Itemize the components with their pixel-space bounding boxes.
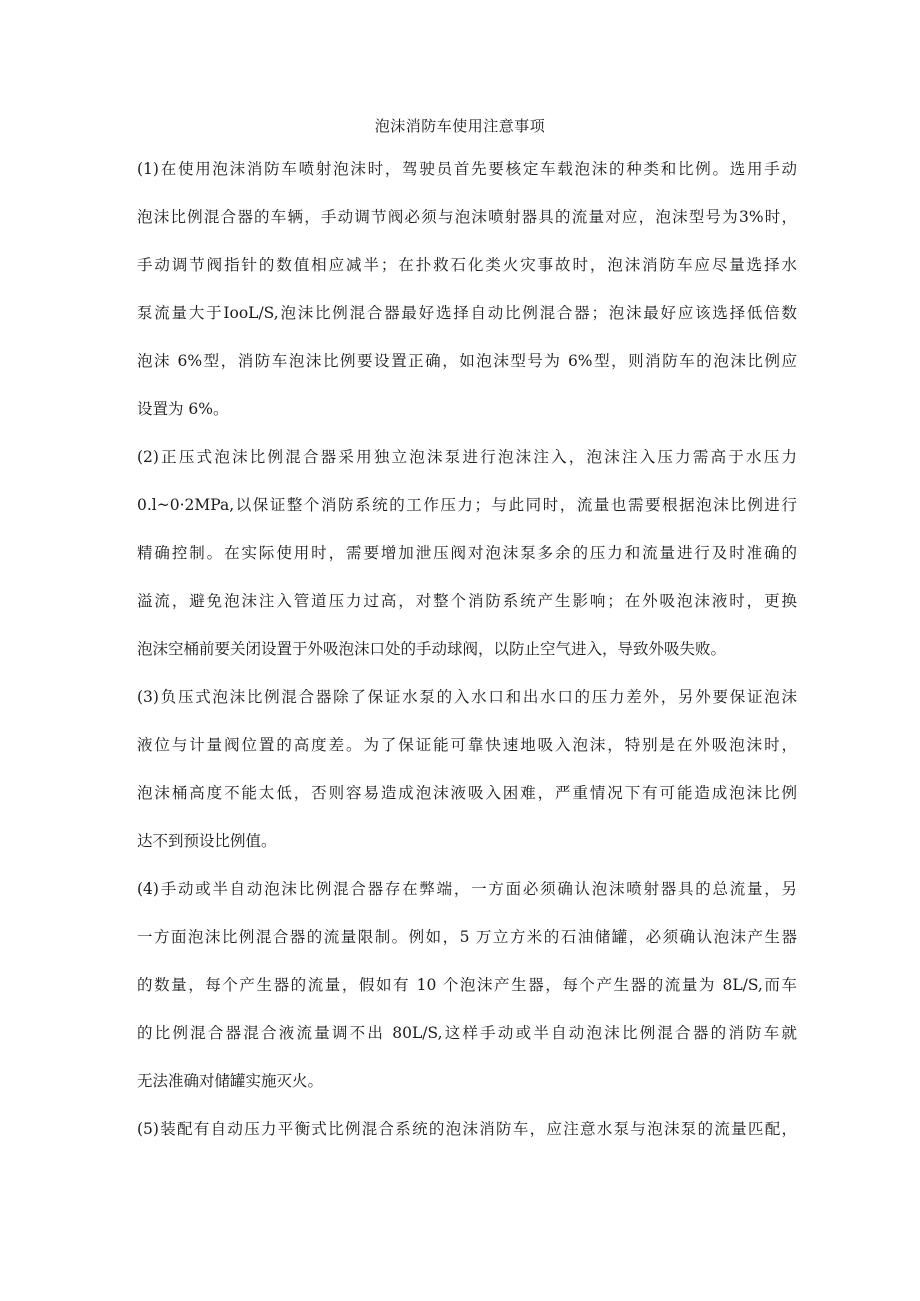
body-line: 泡沫空桶前要关闭设置于外吸泡沫口处的手动球阀，以防止空气进入，导致外吸失败。: [137, 640, 727, 658]
body-line: 的比例混合器混合液流量调不出 80L/S,这样手动或半自动泡沫比例混合器的消防车就: [137, 1024, 797, 1042]
body-line: 精确控制。在实际使用时，需要增加泄压阀对泡沫泵多余的压力和流量进行及时准确的: [137, 544, 797, 562]
body-line: 一方面泡沫比例混合器的流量限制。例如，5 万立方米的石油储罐，必须确认泡沫产生器: [137, 928, 797, 946]
body-line: (1)在使用泡沫消防车喷射泡沫时，驾驶员首先要核定车载泡沫的种类和比例。选用手动: [137, 160, 797, 178]
body-line: 液位与计量阀位置的高度差。为了保证能可靠快速地吸入泡沫，特别是在外吸泡沫时，: [137, 736, 797, 754]
body-line: 的数量，每个产生器的流量，假如有 10 个泡沫产生器，每个产生器的流量为 8L/S,而车: [137, 976, 797, 994]
document-title: 泡沫消防车使用注意事项: [374, 117, 546, 135]
body-line: 泡沫比例混合器的车辆，手动调节阀必须与泡沫喷射器具的流量对应，泡沫型号为3%时，: [137, 208, 797, 226]
body-line: (4)手动或半自动泡沫比例混合器存在弊端，一方面必须确认泡沫喷射器具的总流量，另: [137, 880, 797, 898]
body-line: 手动调节阀指针的数值相应减半；在扑救石化类火灾事故时，泡沫消防车应尽量选择水: [137, 256, 797, 274]
body-line: 泵流量大于IooL/S,泡沫比例混合器最好选择自动比例混合器；泡沫最好应该选择低倍数: [137, 304, 797, 322]
body-line: 溢流，避免泡沫注入管道压力过高，对整个消防系统产生影响；在外吸泡沫液时，更换: [137, 592, 797, 610]
body-line: 无法准确对储罐实施灭火。: [137, 1072, 324, 1090]
body-line: 设置为 6%。: [137, 400, 229, 418]
body-line: (3)负压式泡沫比例混合器除了保证水泵的入水口和出水口的压力差外，另外要保证泡沫: [137, 688, 797, 706]
body-line: 泡沫桶高度不能太低，否则容易造成泡沫液吸入困难，严重情况下有可能造成泡沫比例: [137, 784, 797, 802]
body-line: 0.l~0·2MPa,以保证整个消防系统的工作压力；与此同时，流量也需要根据泡沫比例进行: [137, 496, 797, 514]
body-line: (2)正压式泡沫比例混合器采用独立泡沫泵进行泡沫注入，泡沫注入压力需高于水压力: [137, 448, 797, 466]
body-line: (5)装配有自动压力平衡式比例混合系统的泡沫消防车，应注意水泵与泡沫泵的流量匹配，: [137, 1120, 797, 1138]
body-line: 达不到预设比例值。: [137, 832, 277, 850]
body-line: 泡沫 6%型，消防车泡沫比例要设置正确，如泡沫型号为 6%型，则消防车的泡沫比例应: [137, 352, 797, 370]
